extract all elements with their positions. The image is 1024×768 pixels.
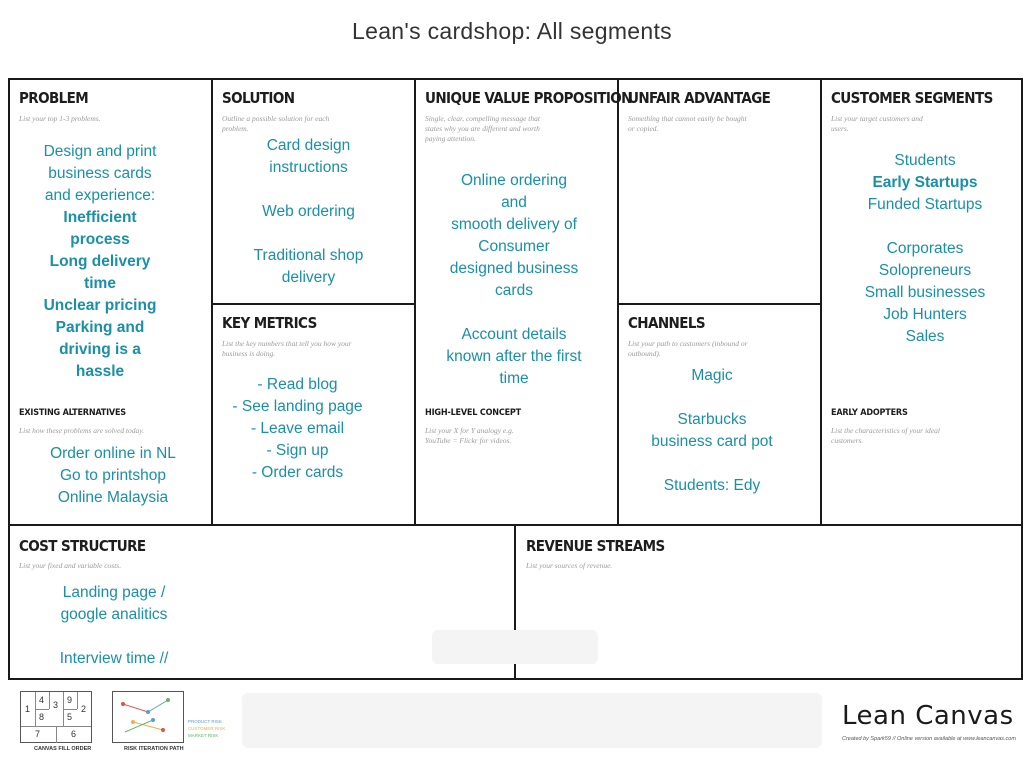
list-item: - Leave email — [250, 420, 345, 437]
list-item: Landing page / — [62, 584, 166, 601]
uvp-list — [415, 170, 613, 390]
fill-order-number: 7 — [35, 729, 41, 739]
list-item: and — [501, 194, 527, 211]
list-item: delivery — [281, 269, 336, 286]
list-item: Card design — [266, 137, 351, 154]
key-metrics-list — [200, 374, 395, 484]
blurred-box — [432, 630, 598, 664]
problem-heading: PROBLEM — [19, 89, 89, 107]
list-item — [212, 179, 405, 201]
fill-order-number: 6 — [71, 729, 77, 739]
list-item: Magic — [691, 367, 733, 384]
channels-heading: CHANNELS — [628, 314, 705, 332]
credit-text: Created by Spark59 // Online version available at www.leancanvas.com — [842, 736, 1016, 742]
list-item: instructions — [269, 159, 348, 176]
revenue-streams-hint: List your sources of revenue. — [526, 561, 613, 570]
list-item: Funded Startups — [867, 196, 983, 213]
list-item: driving is a — [59, 341, 141, 358]
list-item: Online ordering — [461, 172, 567, 189]
list-item: Inefficient — [63, 209, 137, 226]
page-title: Lean's cardshop: All segments — [352, 18, 672, 44]
lean-canvas-logo: Lean Canvas — [842, 701, 1014, 731]
list-item: process — [70, 231, 130, 248]
fill-order-number: 1 — [25, 704, 31, 714]
risk-legend-item: CUSTOMER RISK — [188, 726, 226, 731]
list-item: Online Malaysia — [57, 489, 169, 506]
fill-order-number: 8 — [39, 712, 45, 722]
existing-alternatives-heading: EXISTING ALTERNATIVES — [19, 408, 126, 418]
divider — [211, 303, 414, 305]
channels-list — [614, 365, 810, 497]
list-item: Parking and — [55, 319, 145, 336]
early-adopters-hint: List the characteristics of your ideal customers. — [831, 426, 940, 445]
divider — [820, 80, 822, 526]
blurred-footer-box — [242, 693, 822, 748]
list-item: Students: Edy — [663, 477, 761, 494]
list-item: Solopreneurs — [878, 262, 972, 279]
list-item: - Read blog — [257, 376, 338, 393]
channels-hint: List your path to customers (inbound or outbound). — [628, 339, 748, 358]
list-item: Unclear pricing — [43, 297, 157, 314]
list-item: Starbucks — [677, 411, 747, 428]
customer-segments-hint: List your target customers and users. — [831, 114, 923, 133]
cost-structure-heading: COST STRUCTURE — [19, 537, 146, 555]
list-item: Corporates — [886, 240, 964, 257]
customer-segments-heading: CUSTOMER SEGMENTS — [831, 89, 993, 107]
uvp-heading: UNIQUE VALUE PROPOSITION — [425, 89, 632, 107]
list-item — [614, 453, 810, 475]
list-item: Account details — [461, 326, 567, 343]
list-item: smooth delivery of — [451, 216, 577, 233]
list-item: Early Startups — [872, 174, 978, 191]
fill-order-number: 5 — [67, 712, 73, 722]
list-item — [34, 626, 194, 648]
list-item — [415, 302, 613, 324]
list-item: Interview time // — [59, 650, 169, 667]
list-item: cards — [495, 282, 533, 299]
high-level-concept-hint: List your X for Y analogy e.g. YouTube = Flickr for videos. — [425, 426, 514, 445]
key-metrics-heading: KEY METRICS — [222, 314, 317, 332]
list-item: Consumer — [478, 238, 550, 255]
risk-legend — [188, 718, 225, 739]
early-adopters-heading: EARLY ADOPTERS — [831, 408, 908, 418]
list-item: Students — [894, 152, 956, 169]
revenue-streams-heading: REVENUE STREAMS — [526, 537, 665, 555]
list-item: known after the first — [446, 348, 582, 365]
list-item: Small businesses — [864, 284, 986, 301]
list-item: Job Hunters — [883, 306, 967, 323]
list-item: and experience: — [44, 187, 156, 204]
cost-structure-list — [34, 582, 194, 670]
fill-order-number: 3 — [53, 700, 59, 710]
list-item: - Order cards — [251, 464, 344, 481]
key-metrics-hint: List the key numbers that tell you how your business is doing. — [222, 339, 352, 358]
canvas-fill-order-thumbnail — [20, 691, 92, 743]
risk-legend-item: PRODUCT RISK — [188, 719, 222, 724]
solution-hint: Outline a possible solution for each problem. — [222, 114, 330, 133]
list-item: Design and print — [43, 143, 157, 160]
list-item: Sales — [905, 328, 945, 345]
risk-iteration-path-thumbnail — [112, 691, 184, 743]
list-item — [212, 223, 405, 245]
solution-heading: SOLUTION — [222, 89, 295, 107]
fill-order-number: 2 — [81, 704, 87, 714]
fill-order-number: 9 — [67, 695, 73, 705]
list-item: Go to printshop — [60, 467, 166, 484]
risk-iteration-path-caption: RISK ITERATION PATH — [124, 746, 184, 752]
cost-structure-hint: List your fixed and variable costs. — [19, 561, 122, 570]
list-item: time — [499, 370, 529, 387]
list-item: google analitics — [60, 606, 168, 623]
unfair-advantage-hint: Something that cannot easily be bought or copied. — [628, 114, 747, 133]
list-item — [614, 387, 810, 409]
solution-list — [212, 135, 405, 289]
canvas-fill-order-caption: CANVAS FILL ORDER — [34, 746, 92, 752]
uvp-hint: Single, clear, compelling message that states why you are different and worth paying attention. — [425, 114, 540, 143]
divider — [617, 303, 820, 305]
list-item: - Sign up — [266, 442, 329, 459]
existing-alternatives-list — [12, 443, 214, 509]
list-item: designed business — [449, 260, 579, 277]
fill-order-number: 4 — [39, 695, 45, 705]
risk-legend-item: MARKET RISK — [188, 733, 219, 738]
existing-alternatives-hint: List how these problems are solved today. — [19, 426, 145, 435]
list-item: Order online in NL — [50, 445, 176, 462]
list-item: time — [84, 275, 116, 292]
risk-path-icon — [113, 692, 183, 742]
problem-hint: List your top 1-3 problems. — [19, 114, 101, 123]
list-item: business cards — [48, 165, 152, 182]
high-level-concept-heading: HIGH-LEVEL CONCEPT — [425, 408, 521, 418]
list-item: - See landing page — [232, 398, 363, 415]
list-item: Traditional shop — [253, 247, 364, 264]
list-item — [826, 216, 1024, 238]
unfair-advantage-heading: UNFAIR ADVANTAGE — [628, 89, 771, 107]
list-item: business card pot — [651, 433, 773, 450]
list-item: Long delivery — [49, 253, 151, 270]
customer-segments-list — [826, 150, 1024, 348]
problem-list — [12, 141, 188, 383]
list-item: Web ordering — [262, 203, 355, 220]
list-item: hassle — [75, 363, 125, 380]
